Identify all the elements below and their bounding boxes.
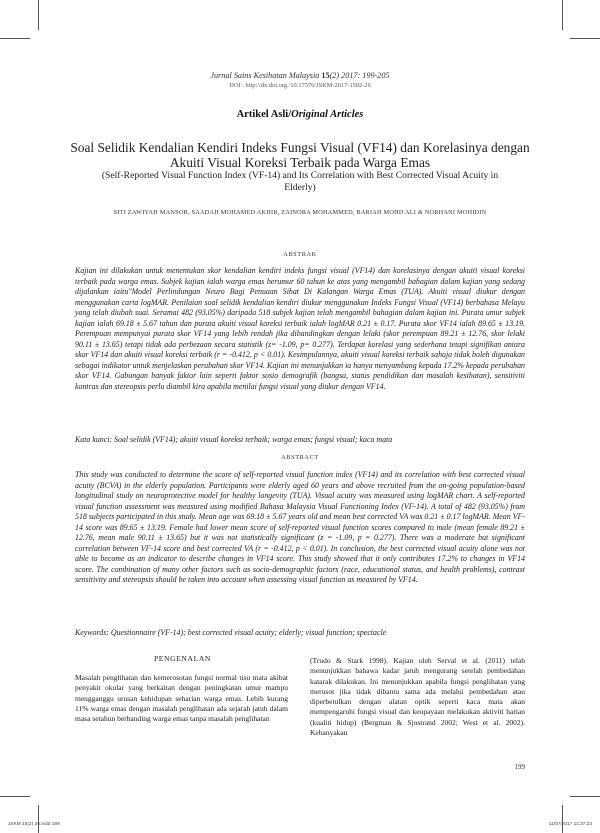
abstract-text: This study was conducted to determine the score of self-reported visual function index (VF14) and its correlation with best corrected visual acuity (BCVA) in the elderly population. Participants were elderly aged 60 years and above recruited from the on-going population-based longitudinal study on neuroprotective model for healthy longevity (TUA). Visual acuity was measured using logMAR chart. A self-reported visual function assessment was measured using modified Bahasa Malaysia Visual Functioning Index (VF-14). A total of 482 (93.05%) from 518 subjects participated in this study. Mean age was 69.18 ± 5.67 years old and mean best corrected VA was 0.21 ± 0.17 logMAR. Mean VF-14 score was 89.65 ± 13.19. Female had lower mean score of self-reported visual function scores compared to male (mean female 89.21 ± 12.76, mean male 90.11 ± 13.65) but it was not statistically significant (z = -1.09, p = 0.277). There was a moderate but significant correlation between VF-14 score and best corrected VA (r = -0.412, p < 0.01). In conclusion, the best corrected visual acuity alone was not able to become as an indicator to describe changes in VF14 score. This study showed that it only contributes 17.2% to changes in VF14 score. The combination of many other factors such as socio-demographic factors (race, educational status, and health problems), contrast sensitivity and stereopsis should be taken into account when assessing visual function as measured by VF14. — [75, 470, 525, 584]
crop-mark — [562, 0, 563, 30]
paper-title: Soal Selidik Kendalian Kendiri Indeks Fungsi Visual (VF14) dan Korelasinya dengan Akuiti Visual Koreksi Terbaik pada Warga Emas — [70, 140, 530, 170]
keywords: Keywords: Questionnaire (VF-14); best corrected visual acuity; elderly; visual function; spectacle — [75, 628, 387, 637]
body-column-right: (Trudo & Stark 1998). Kajian oleh Serval et al. (2011) telah menunjukkan bahawa kadar jatuh mengurang setelah pembedahan katarak dilakukan. Ini menunjukkan apabila fungsi penglihatan yang merosot jika tidak dibantu sama ada melalui pembedahan atau diperbetulkan dengan alatan optik seperti kaca mata akan mempengaruhi fungsi visual dan keupayaan melakukan aktiviti harian (kualiti hidup) (Bergman & Sjostrand 2002; West et al. 2002). Kebanyakan — [310, 656, 525, 738]
doi-line[interactable]: DOI : http://dx.doi.org./10.17576/JSKM-2017-1502-26 — [229, 82, 371, 89]
article-type-english: Original Articles — [291, 109, 364, 120]
crop-mark — [0, 796, 30, 797]
journal-name: Jurnal Sains Kesihatan Malaysia — [210, 71, 320, 80]
footer-file-slug: JSKM 15(2) 26.indd 199 — [8, 822, 60, 827]
journal-issue-pages: (2) 2017: 199-205 — [329, 71, 390, 80]
crop-mark — [38, 805, 39, 833]
article-type-malay: Artikel Asli/ — [236, 109, 292, 120]
crop-mark — [562, 805, 563, 833]
body-column-left: Masalah penglihatan dan kemerosotan fungsi normal tisu mata akibat penyakit okular yang berkaitan dengan peningkatan umur mampu mengganggu urusan kehidupan seharian warga emas. Lebih kurang 11% warga emas dengan masalah penglihatan ada sejarah jatuh dalam masa setahun berbanding warga emas tanpa masalah penglihatan — [75, 673, 288, 724]
crop-mark — [570, 38, 600, 39]
journal-header — [0, 71, 600, 80]
page-number: 199 — [514, 763, 525, 771]
abstrak-heading: ABSTRAK — [283, 251, 317, 258]
section-heading-pengenalan: PENGENALAN — [153, 654, 212, 663]
kata-kunci: Kata kunci: Soal selidik (VF14); akuiti visual koreksi terbaik; warga emas; fungsi visual; kaca mata — [75, 435, 393, 444]
author-list: SITI ZAWIYAH MANSOR, SAADAH MOHAMED AKHIR, ZAINORA MOHAMMED, BARIAH MOHD ALI & NORHANI MOHIDIN — [113, 209, 487, 216]
crop-mark — [0, 38, 30, 39]
journal-volume: 15 — [321, 71, 330, 80]
article-type — [0, 109, 600, 120]
footer-timestamp: 11/07/2017 11:37:23 — [548, 822, 592, 827]
paper-subtitle: (Self-Reported Visual Function Index (VF-14) and Its Correlation with Best Corrected Visual Acuity in Elderly) — [101, 170, 499, 193]
crop-mark — [38, 0, 39, 30]
abstract-heading: ABSTRACT — [281, 454, 319, 461]
abstrak-text: Kajian ini dilakukan untuk menentukan skor kendalian kendiri indeks fungsi visual (VF14) dan korelasinya dengan akuiti visual koreksi terbaik pada warga emas. Subjek kajian ialah warga emas berumur 60 tahun ke atas yang mengambil bahagian dalam kajian yang sedang dijalankan iaitu"Model Perlindungan Neuro Bagi Penuaan Sihat Di Kalangan Warga Emas (TUA). Akuiti visual diukur dengan menggunakan carta logMAR. Penilaian soal selidik kendalian kendiri diukur menggunakan Indeks Fungsi Visual (VF14) berbahasa Melayu yang telah diubah suai. Seramai 482 (93.05%) daripada 518 subjek kajian telah mengambil bahagian dalam kajian ini. Purata umur subjek kajian ialah 69.18 ± 5.67 tahun dan purata akuiti visual koreksi terbaik ialah logMAR 0.21 ± 0.17. Purata skor VF14 ialah 89.65 ± 13.19. Perempuan mempunyai purata skor VF14 yang lebih rendah jika dibandingkan dengan lelaki (skor perempuan 89.21 ± 12.76, skor lelaki 90.11 ± 13.65) tetapi tidak ada perbezaan secara statistik (z= -1.09, p= 0.277). Terdapat korelasi yang sederhana tetapi signifikan antara skor VF14 dan akuiti visual koreksi terbaik (r = -0.412, p < 0.01). Kesimpulannya, akuiti visual koreksi terbaik sahaja tidak boleh digunakan sebagai indikator untuk menjelaskan perubahan skor VF14. Kajian ini menunjukkan ia hanya menyumbang kepada 17.2% kepada perubahan skor VF14. Gabungan banyak faktor lain seperti faktor sosio demografik (bangsa, status pendidikan dan masalah kesihatan), sensitiviti kontras dan stereopsis perlu diambil kira apabila menilai fungsi visual yang diukur dengan VF14. — [75, 266, 525, 391]
crop-mark — [570, 796, 600, 797]
